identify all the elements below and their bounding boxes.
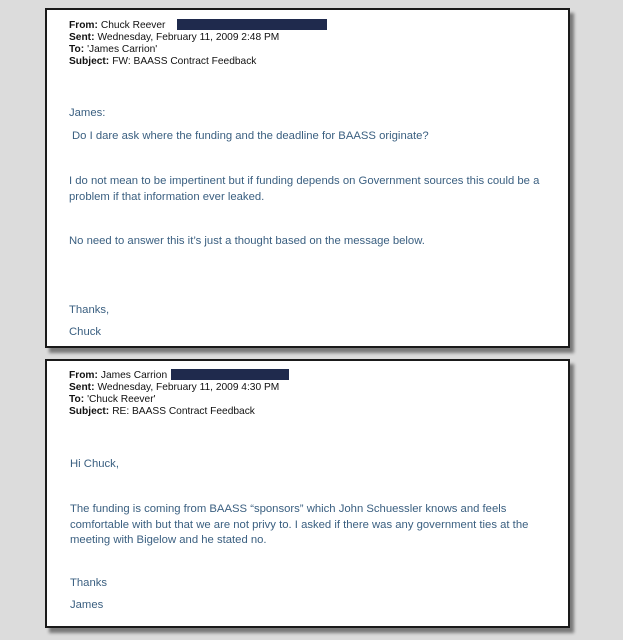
sent-value: Wednesday, February 11, 2009 4:30 PM bbox=[97, 382, 280, 393]
body-paragraph: Do I dare ask where the funding and the deadline for BAASS originate? bbox=[72, 130, 429, 142]
greeting: James: bbox=[69, 107, 106, 119]
subject-value: RE: BAASS Contract Feedback bbox=[112, 406, 255, 417]
from-value: Chuck Reever bbox=[100, 20, 166, 32]
sign-off: Thanks bbox=[70, 577, 108, 589]
from-line bbox=[69, 370, 289, 382]
redacted-email-address bbox=[171, 369, 289, 380]
to-label: To: bbox=[69, 44, 85, 55]
subject-label: Subject: bbox=[69, 406, 110, 417]
from-line bbox=[69, 20, 327, 32]
to-value: 'James Carrion' bbox=[87, 44, 158, 55]
to-line bbox=[69, 394, 156, 406]
subject-value: FW: BAASS Contract Feedback bbox=[112, 56, 257, 67]
sent-label: Sent: bbox=[69, 382, 95, 393]
to-value: 'Chuck Reever' bbox=[87, 394, 156, 405]
signature: Chuck bbox=[69, 326, 102, 338]
signature: James bbox=[70, 599, 104, 611]
sent-value: Wednesday, February 11, 2009 2:48 PM bbox=[97, 32, 280, 43]
email-card-2 bbox=[45, 359, 570, 628]
greeting: Hi Chuck, bbox=[70, 458, 119, 470]
body-paragraph: No need to answer this it’s just a thought based on the message below. bbox=[69, 235, 425, 247]
subject-line bbox=[69, 56, 256, 68]
subject-line bbox=[69, 406, 255, 418]
sent-line bbox=[69, 32, 279, 44]
from-label: From: bbox=[69, 20, 98, 32]
subject-label: Subject: bbox=[69, 56, 110, 67]
email-card-1 bbox=[45, 8, 570, 348]
body-paragraph: I do not mean to be impertinent but if funding depends on Government sources this could be a problem if that information ever leaked. bbox=[69, 175, 540, 203]
to-line bbox=[69, 44, 157, 56]
from-label: From: bbox=[69, 370, 98, 382]
from-value: James Carrion bbox=[100, 370, 168, 382]
to-label: To: bbox=[69, 394, 85, 405]
sent-line bbox=[69, 382, 279, 394]
sign-off: Thanks, bbox=[69, 304, 110, 316]
redacted-email-address bbox=[177, 19, 327, 30]
body-paragraph: The funding is coming from BAASS “sponsors” which John Schuessler knows and feels comfortable with but that we are not privy to. I asked if there was any government ties at the meeting with Bigelow and he stated no. bbox=[70, 503, 529, 546]
sent-label: Sent: bbox=[69, 32, 95, 43]
